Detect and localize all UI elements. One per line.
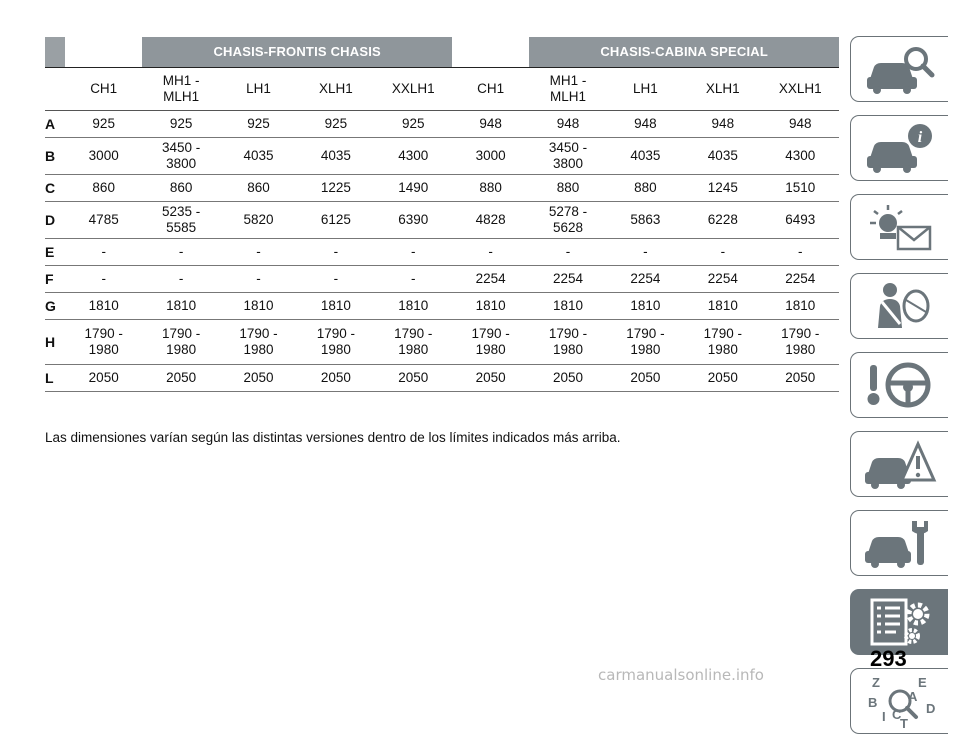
table-cell: -	[142, 266, 219, 293]
column-header: XXLH1	[375, 68, 452, 111]
car-warning-triangle-icon	[862, 436, 938, 492]
column-header: XXLH1	[762, 68, 839, 111]
sidebar-tabs	[850, 36, 948, 747]
column-header: CH1	[65, 68, 142, 111]
table-cell: -	[220, 266, 297, 293]
table-cell: -	[142, 239, 219, 266]
column-header: XLH1	[297, 68, 374, 111]
table-cell: 925	[220, 111, 297, 138]
table-cell: 4035	[220, 138, 297, 175]
table-cell: -	[529, 239, 606, 266]
table-cell: 1790 - 1980	[607, 320, 684, 365]
alphabetical-index-icon	[862, 673, 938, 729]
table-cell: 6125	[297, 202, 374, 239]
table-cell: 948	[684, 111, 761, 138]
table-cell: 4035	[297, 138, 374, 175]
table-cell: 2050	[220, 365, 297, 392]
table-cell: -	[220, 239, 297, 266]
table-cell: 4035	[684, 138, 761, 175]
group-header-gap	[452, 37, 529, 68]
row-label: E	[45, 239, 65, 266]
table-cell: 5235 - 5585	[142, 202, 219, 239]
column-header-row	[45, 68, 839, 111]
table-cell: 4300	[375, 138, 452, 175]
car-wrench-icon	[862, 515, 938, 571]
tab-driving[interactable]	[850, 352, 948, 418]
dimensions-table	[45, 37, 839, 392]
column-header: CH1	[452, 68, 529, 111]
car-search-icon	[862, 41, 938, 97]
table-cell: -	[375, 266, 452, 293]
table-cell: 2050	[607, 365, 684, 392]
tab-safety[interactable]	[850, 273, 948, 339]
page-number: 293	[870, 646, 907, 671]
table-cell: 1810	[142, 293, 219, 320]
tab-car-search[interactable]	[850, 36, 948, 102]
table-cell: 860	[65, 175, 142, 202]
table-cell: 1790 - 1980	[65, 320, 142, 365]
row-label: C	[45, 175, 65, 202]
table-cell: -	[684, 239, 761, 266]
table-row	[45, 266, 839, 293]
table-cell: 1810	[220, 293, 297, 320]
index-letter-z: Z	[871, 675, 880, 690]
table-cell: 948	[529, 111, 606, 138]
table-cell: 1810	[65, 293, 142, 320]
index-letter-i: I	[881, 709, 886, 724]
table-cell: 2050	[142, 365, 219, 392]
table-cell: 2254	[607, 266, 684, 293]
table-cell: 1810	[762, 293, 839, 320]
index-letter-c: C	[891, 707, 901, 722]
table-cell: 4828	[452, 202, 529, 239]
table-cell: 925	[297, 111, 374, 138]
table-cell: -	[65, 266, 142, 293]
table-cell: 860	[142, 175, 219, 202]
table-cell: 5278 - 5628	[529, 202, 606, 239]
table-cell: 2050	[65, 365, 142, 392]
table-cell: 925	[142, 111, 219, 138]
column-header-empty	[45, 68, 65, 111]
table-row	[45, 202, 839, 239]
table-cell: 5863	[607, 202, 684, 239]
table-cell: 2050	[452, 365, 529, 392]
table-cell: 1490	[375, 175, 452, 202]
index-letter-t: T	[899, 716, 908, 729]
column-header: XLH1	[684, 68, 761, 111]
table-cell: -	[607, 239, 684, 266]
table-row	[45, 365, 839, 392]
table-cell: 1245	[684, 175, 761, 202]
table-cell: 4300	[762, 138, 839, 175]
index-letter-e: E	[917, 675, 927, 690]
table-cell: 860	[220, 175, 297, 202]
table-cell: 4785	[65, 202, 142, 239]
table-cell: 880	[452, 175, 529, 202]
table-cell: -	[297, 266, 374, 293]
table-row	[45, 239, 839, 266]
table-cell: 2050	[684, 365, 761, 392]
table-cell: 6390	[375, 202, 452, 239]
table-cell: 3000	[452, 138, 529, 175]
table-cell: 1810	[452, 293, 529, 320]
table-cell: 4035	[607, 138, 684, 175]
table-cell: -	[297, 239, 374, 266]
table-cell: 925	[375, 111, 452, 138]
index-letter-b: B	[867, 695, 877, 710]
table-cell: -	[375, 239, 452, 266]
table-row	[45, 175, 839, 202]
table-cell: 2050	[762, 365, 839, 392]
table-cell: 925	[65, 111, 142, 138]
table-cell: 1790 - 1980	[452, 320, 529, 365]
table-cell: 1790 - 1980	[220, 320, 297, 365]
table-cell: 880	[529, 175, 606, 202]
index-letter-a: A	[907, 689, 917, 704]
table-row	[45, 320, 839, 365]
tab-index[interactable]	[850, 668, 948, 734]
table-cell: 1790 - 1980	[762, 320, 839, 365]
table-cell: 948	[762, 111, 839, 138]
table-cell: 2050	[529, 365, 606, 392]
group-header-frontis: CHASIS-FRONTIS CHASIS	[142, 37, 452, 68]
table-cell: 6493	[762, 202, 839, 239]
table-cell: -	[762, 239, 839, 266]
table-cell: 948	[452, 111, 529, 138]
column-header: MH1 - MLH1	[142, 68, 219, 111]
table-row	[45, 293, 839, 320]
tab-emergency[interactable]	[850, 431, 948, 497]
table-cell: 3450 - 3800	[142, 138, 219, 175]
seatbelt-airbag-icon	[862, 278, 938, 334]
index-letter-d: D	[925, 701, 935, 716]
warning-light-envelope-icon	[862, 199, 938, 255]
table-cell: 1790 - 1980	[142, 320, 219, 365]
table-cell: 1510	[762, 175, 839, 202]
table-cell: 6228	[684, 202, 761, 239]
row-label: D	[45, 202, 65, 239]
table-cell: 2050	[375, 365, 452, 392]
table-cell: 1790 - 1980	[529, 320, 606, 365]
table-cell: 1790 - 1980	[297, 320, 374, 365]
table-cell: 1790 - 1980	[375, 320, 452, 365]
table-cell: 880	[607, 175, 684, 202]
specifications-gears-icon	[862, 594, 938, 650]
row-label: A	[45, 111, 65, 138]
table-cell: 2254	[529, 266, 606, 293]
watermark-text: carmanualsonline.info	[598, 666, 764, 684]
table-cell: 1810	[297, 293, 374, 320]
table-cell: 2050	[297, 365, 374, 392]
tab-car-info[interactable]	[850, 115, 948, 181]
table-cell: 1810	[684, 293, 761, 320]
table-cell: 948	[607, 111, 684, 138]
group-header-blank	[65, 37, 142, 68]
dimensions-table-container	[45, 37, 839, 392]
group-header-row	[45, 37, 839, 68]
table-cell: 1790 - 1980	[684, 320, 761, 365]
row-label: B	[45, 138, 65, 175]
table-cell: 1810	[607, 293, 684, 320]
table-cell: -	[452, 239, 529, 266]
table-cell: -	[65, 239, 142, 266]
row-label: H	[45, 320, 65, 365]
row-label: G	[45, 293, 65, 320]
tab-maintenance[interactable]	[850, 510, 948, 576]
table-cell: 1225	[297, 175, 374, 202]
svg-text:i: i	[917, 129, 922, 146]
steering-wheel-icon	[862, 357, 938, 413]
table-cell: 2254	[762, 266, 839, 293]
group-header-cabina: CHASIS-CABINA SPECIAL	[529, 37, 839, 68]
table-cell: 1810	[529, 293, 606, 320]
table-row	[45, 111, 839, 138]
table-cell: 2254	[684, 266, 761, 293]
group-header-stub	[45, 37, 65, 68]
table-row	[45, 138, 839, 175]
table-cell: 2254	[452, 266, 529, 293]
row-label: F	[45, 266, 65, 293]
table-cell: 3000	[65, 138, 142, 175]
column-header: LH1	[220, 68, 297, 111]
table-cell: 5820	[220, 202, 297, 239]
footnote: Las dimensiones varían según las distintas versiones dentro de los límites indicados más arriba.	[45, 430, 621, 445]
column-header: MH1 - MLH1	[529, 68, 606, 111]
column-header: LH1	[607, 68, 684, 111]
tab-warning-lights[interactable]	[850, 194, 948, 260]
table-cell: 1810	[375, 293, 452, 320]
car-info-icon	[862, 120, 938, 176]
row-label: L	[45, 365, 65, 392]
table-cell: 3450 - 3800	[529, 138, 606, 175]
